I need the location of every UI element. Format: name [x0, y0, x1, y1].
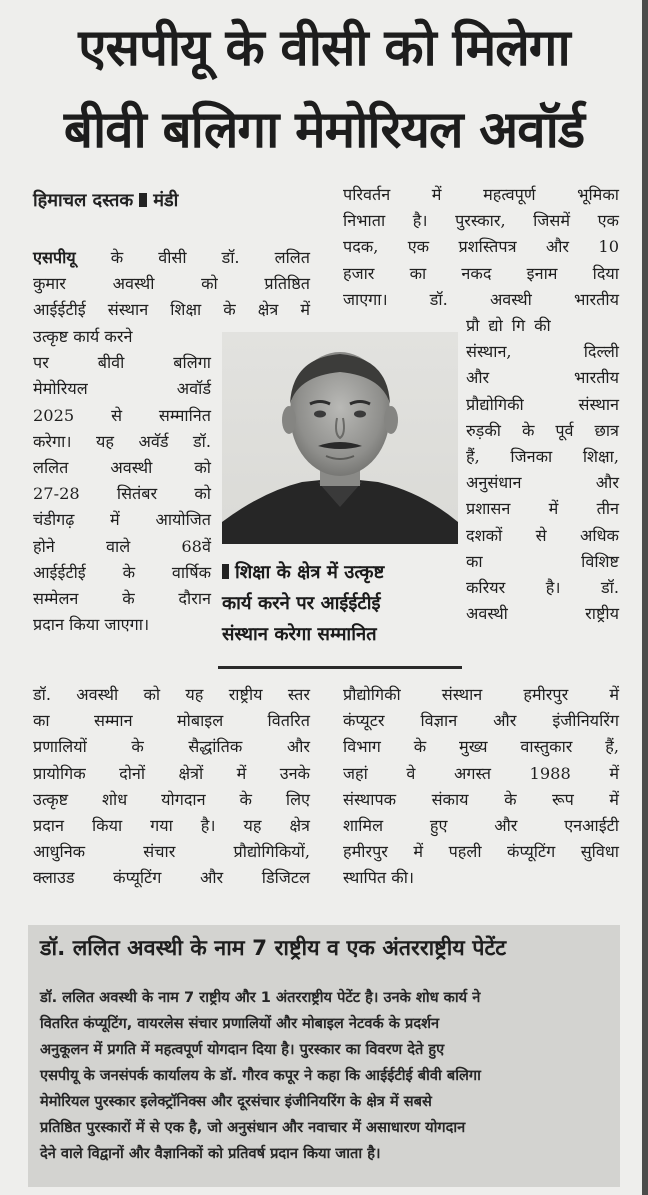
box-line: मेमोरियल पुरस्कार इलेक्ट्रॉनिक्स और दूरसंचार इंजीनियरिंग के क्षेत्र में सबसे — [40, 1093, 432, 1110]
patent-box-title: डॉ. ललित अवस्थी के नाम 7 राष्ट्रीय व एक अंतरराष्ट्रीय पेटेंट — [40, 936, 507, 961]
caption-rule — [218, 666, 462, 669]
portrait-photo — [222, 332, 458, 544]
body-line: प्रदान किया जाएगा। — [33, 615, 150, 635]
body-line: करेगा। यह अवॅर्ड डॉ. — [33, 431, 211, 451]
lead-word: एसपीयू — [33, 248, 76, 267]
body-line: संस्थान, दिल्ली — [466, 342, 619, 362]
photo-caption — [222, 557, 462, 650]
body-line: प्रौद्योगिकी संस्थान हमीरपुर में — [343, 685, 619, 704]
body-line: अनुसंधान और — [466, 473, 619, 493]
box-line: वितरित कंप्यूटिंग, वायरलेस संचार प्रणालियों और मोबाइल नेटवर्क के प्रदर्शन — [40, 1015, 440, 1032]
body-line: प्रणालियों के सैद्धांतिक और — [33, 737, 310, 757]
caption-line-1: शिक्षा के क्षेत्र में उत्कृष्ट — [235, 562, 385, 583]
body-line: के वीसी डॉ. ललित — [75, 248, 310, 267]
body-line: उत्कृष्ट कार्य करने — [33, 327, 133, 346]
body-line: प्रदान किया गया है। यह क्षेत्र — [33, 816, 310, 836]
body-line: शामिल हुए और एनआईटी — [343, 816, 619, 836]
body-line: प्रौद्योगिकी संस्थान — [466, 394, 619, 414]
caption-line-2: कार्य करने पर आईईटीई — [222, 593, 381, 614]
body-line: आधुनिक संचार प्रौद्योगिकियों, — [33, 842, 310, 862]
body-line: रुड़की के पूर्व छात्र — [466, 420, 619, 440]
caption-square-bullet — [222, 564, 229, 579]
body-line: पर बीवी बलिगा — [33, 353, 211, 373]
byline-source: हिमाचल दस्तक — [33, 190, 134, 211]
body-line: 27-28 सितंबर को — [33, 484, 211, 504]
left-column-narrow — [33, 324, 211, 638]
body-line: डॉ. अवस्थी को यह राष्ट्रीय स्तर — [33, 685, 310, 704]
body-line: 2025 से सम्मानित — [33, 405, 211, 425]
body-line: अवस्थी राष्ट्रीय — [466, 604, 619, 624]
box-line: अनुकूलन में प्रगति में महत्वपूर्ण योगदान दिया है। पुरस्कार का विवरण देते हुए — [40, 1041, 445, 1058]
box-line: देने वाले विद्वानों और वैज्ञानिकों को प्रतिवर्ष प्रदान किया जाता है। — [40, 1145, 381, 1162]
byline-place: मंडी — [153, 190, 179, 211]
body-line: का विशिष्ट — [466, 551, 619, 571]
portrait-illustration — [222, 332, 458, 544]
body-line: सम्मेलन के दौरान — [33, 589, 211, 609]
body-line: हैं, जिनका शिक्षा, — [466, 447, 619, 467]
body-line: प्रशासन में तीन — [466, 499, 619, 519]
right-column-narrow — [466, 313, 619, 627]
body-line: स्थापित की। — [343, 868, 415, 888]
headline-line-2: बीवी बलिगा मेमोरियल अवॉर्ड — [63, 101, 585, 160]
body-line: कुमार अवस्थी को प्रतिष्ठित — [33, 274, 310, 294]
headline-line-1: एसपीयू के वीसी को मिलेगा — [78, 19, 570, 78]
caption-line-3: संस्थान करेगा सम्मानित — [222, 624, 377, 645]
body-line: जहां वे अगस्त 1988 में — [343, 763, 619, 783]
patent-box-body — [40, 985, 610, 1167]
body-line: और भारतीय — [466, 368, 619, 388]
body-line: प्रायोगिक दोनों क्षेत्रों में उनके — [33, 763, 310, 783]
headline — [0, 6, 648, 174]
body-line: आईईटीई संस्थान शिक्षा के क्षेत्र में — [33, 300, 310, 320]
byline — [33, 188, 178, 212]
body-line: विभाग के मुख्य वास्तुकार हैं, — [343, 737, 619, 757]
scan-edge — [642, 0, 648, 1195]
box-line: डॉ. ललित अवस्थी के नाम 7 राष्ट्रीय और 1 अंतरराष्ट्रीय पेटेंट है। उनके शोध कार्य ने — [40, 989, 481, 1006]
body-line: निभाता है। पुरस्कार, जिसमें एक — [343, 211, 619, 231]
body-line: उत्कृष्ट शोध योगदान के लिए — [33, 789, 310, 809]
body-line: कंप्यूटर विज्ञान और इंजीनियरिंग — [343, 711, 619, 731]
body-line: चंडीगढ़ में आयोजित — [33, 510, 211, 530]
body-line: का सम्मान मोबाइल वितरित — [33, 711, 310, 731]
body-line: हजार का नकद इनाम दिया — [343, 263, 619, 283]
body-line: मेमोरियल अवॉर्ड — [33, 379, 211, 399]
body-line: जाएगा। डॉ. अवस्थी भारतीय — [343, 289, 619, 309]
left-column-bottom — [33, 682, 310, 892]
body-line: प्रौद्योगिकी — [466, 316, 560, 335]
box-line: प्रतिष्ठित पुरस्कारों में से एक है, जो अनुसंधान और नवाचार में असाधारण योगदान — [40, 1119, 466, 1136]
body-line: परिवर्तन में महत्वपूर्ण भूमिका — [343, 185, 619, 204]
body-line: ललित अवस्थी को — [33, 458, 211, 478]
body-line: क्लाउड कंप्यूटिंग और डिजिटल — [33, 868, 310, 888]
right-column-top — [343, 182, 619, 313]
body-line: करियर है। डॉ. — [466, 578, 619, 598]
body-line: हमीरपुर में पहली कंप्यूटिंग सुविधा — [343, 842, 619, 862]
left-column-top — [33, 245, 310, 324]
body-line: पदक, एक प्रशस्तिपत्र और 10 — [343, 237, 619, 257]
body-line: दशकों से अधिक — [466, 525, 619, 545]
box-line: एसपीयू के जनसंपर्क कार्यालय के डॉ. गौरव कपूर ने कहा कि आईईटीई बीवी बलिगा — [40, 1067, 481, 1084]
body-line: आईईटीई के वार्षिक — [33, 562, 211, 582]
body-line: होने वाले 68वें — [33, 536, 211, 556]
byline-square-bullet — [139, 193, 147, 207]
body-line: संस्थापक संकाय के रूप में — [343, 789, 619, 809]
right-column-bottom — [343, 682, 619, 892]
